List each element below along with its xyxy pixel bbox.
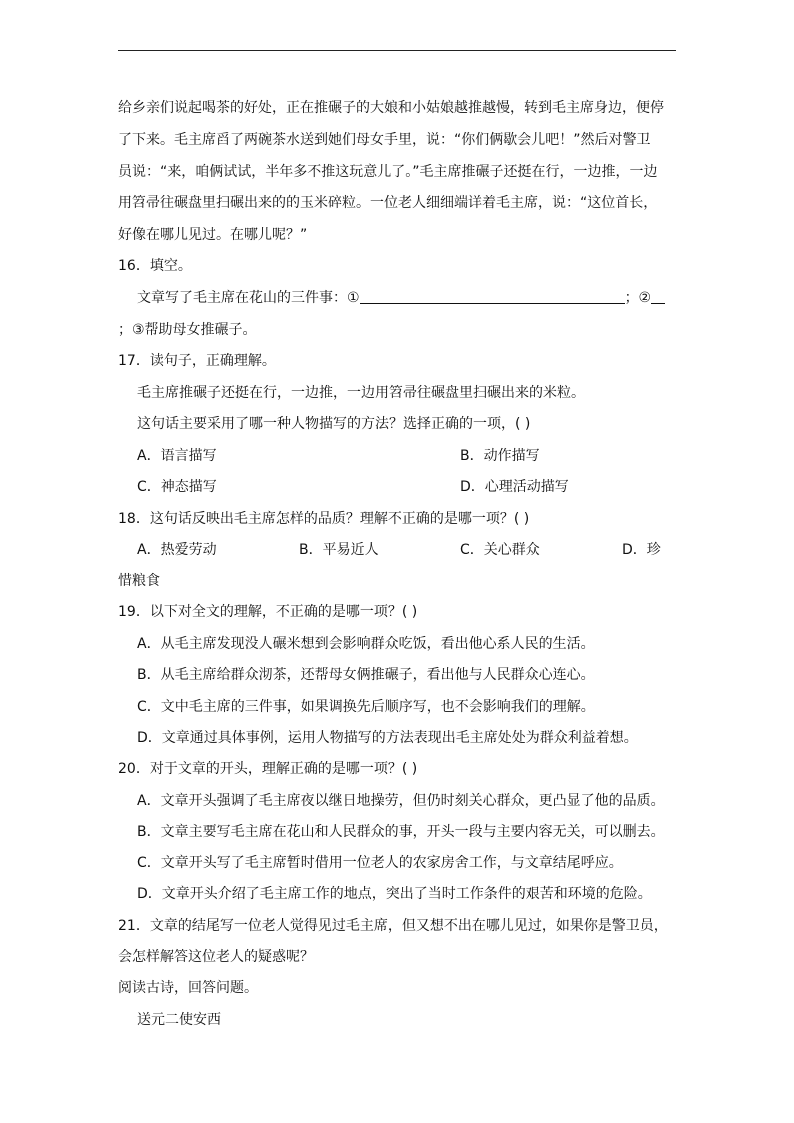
q17-option-b[interactable]: B．动作描写 (460, 448, 540, 464)
q20-option-b[interactable]: B．文章主要写毛主席在花山和人民群众的事，开头一段与主要内容无关，可以删去。 (137, 824, 665, 840)
q18-option-b[interactable]: B．平易近人 (299, 542, 379, 558)
q19-option-a[interactable]: A．从毛主席发现没人碾米想到会影响群众吃饭，看出他心系人民的生活。 (137, 636, 595, 652)
q17-option-a[interactable]: A．语言描写 (137, 448, 217, 464)
q18-option-d-wrap: 惜粮食 (118, 573, 160, 589)
question-16-continuation: ；③帮助母女推碾子。 (118, 322, 257, 338)
question-17-prompt: 这句话主要采用了哪一种人物描写的方法？选择正确的一项，( ) (137, 416, 531, 432)
header-rule (118, 50, 676, 51)
question-20-title: 20．对于文章的开头，理解正确的是哪一项？( ) (118, 761, 418, 777)
question-16-title: 16．填空。 (118, 258, 192, 274)
q19-option-d[interactable]: D．文章通过具体事例，运用人物描写的方法表现出毛主席处处为群众利益着想。 (137, 730, 638, 746)
passage-line: 好像在哪儿见过。在哪儿呢？” (118, 227, 308, 243)
q17-option-c[interactable]: C．神态描写 (137, 479, 217, 495)
q20-option-d[interactable]: D．文章开头介绍了毛主席工作的地点，突出了当时工作条件的艰苦和环境的危险。 (137, 886, 652, 902)
passage-line: 员说：“来，咱俩试试，半年多不推这玩意儿了。”毛主席推碾子还挺在行，一边推，一边 (118, 164, 658, 180)
q16-separator: ；② (624, 290, 652, 306)
q19-option-b[interactable]: B．从毛主席给群众沏茶，还帮母女俩推碾子，看出他与人民群众心连心。 (137, 667, 595, 683)
poem-title: 送元二使安西 (137, 1012, 221, 1028)
q16-prompt: 文章写了毛主席在花山的三件事：① (137, 290, 360, 306)
question-17-title: 17．读句子，正确理解。 (118, 353, 276, 369)
question-17-sentence: 毛主席推碾子还挺在行，一边推，一边用笤帚往碾盘里扫碾出来的米粒。 (137, 385, 585, 401)
q17-option-d[interactable]: D．心理活动描写 (460, 479, 569, 495)
q16-blank-1[interactable] (360, 289, 625, 304)
passage-line: 用笤帚往碾盘里扫碾出来的的玉米碎粒。一位老人细细端详着毛主席，说：“这位首长， (118, 195, 658, 211)
poem-instruction: 阅读古诗，回答问题。 (118, 980, 258, 996)
q20-option-c[interactable]: C．文章开头写了毛主席暂时借用一位老人的农家房舍工作，与文章结尾呼应。 (137, 855, 623, 871)
passage-line: 了下来。毛主席舀了两碗茶水送到她们母女手里，说：“你们俩歇会儿吧！”然后对警卫 (118, 132, 651, 148)
question-16-fill-line (137, 288, 665, 308)
q18-option-c[interactable]: C．关心群众 (460, 542, 540, 558)
question-19-title: 19．以下对全文的理解，不正确的是哪一项？( ) (118, 604, 418, 620)
q19-option-c[interactable]: C．文中毛主席的三件事，如果调换先后顺序写，也不会影响我们的理解。 (137, 699, 595, 715)
question-21-line-2: 会怎样解答这位老人的疑惑呢？ (118, 949, 314, 965)
q18-option-d[interactable]: D．珍 (622, 542, 661, 558)
passage-line: 给乡亲们说起喝茶的好处，正在推碾子的大娘和小姑娘越推越慢，转到毛主席身边，便停 (118, 100, 664, 116)
question-18-title: 18．这句话反映出毛主席怎样的品质？理解不正确的是哪一项？( ) (118, 511, 530, 527)
q20-option-a[interactable]: A．文章开头强调了毛主席夜以继日地操劳，但仍时刻关心群众，更凸显了他的品质。 (137, 793, 665, 809)
q16-blank-2[interactable] (651, 289, 665, 304)
q18-option-a[interactable]: A．热爱劳动 (137, 542, 217, 558)
question-21-line-1: 21．文章的结尾写一位老人觉得见过毛主席，但又想不出在哪儿见过，如果你是警卫员， (118, 918, 668, 934)
